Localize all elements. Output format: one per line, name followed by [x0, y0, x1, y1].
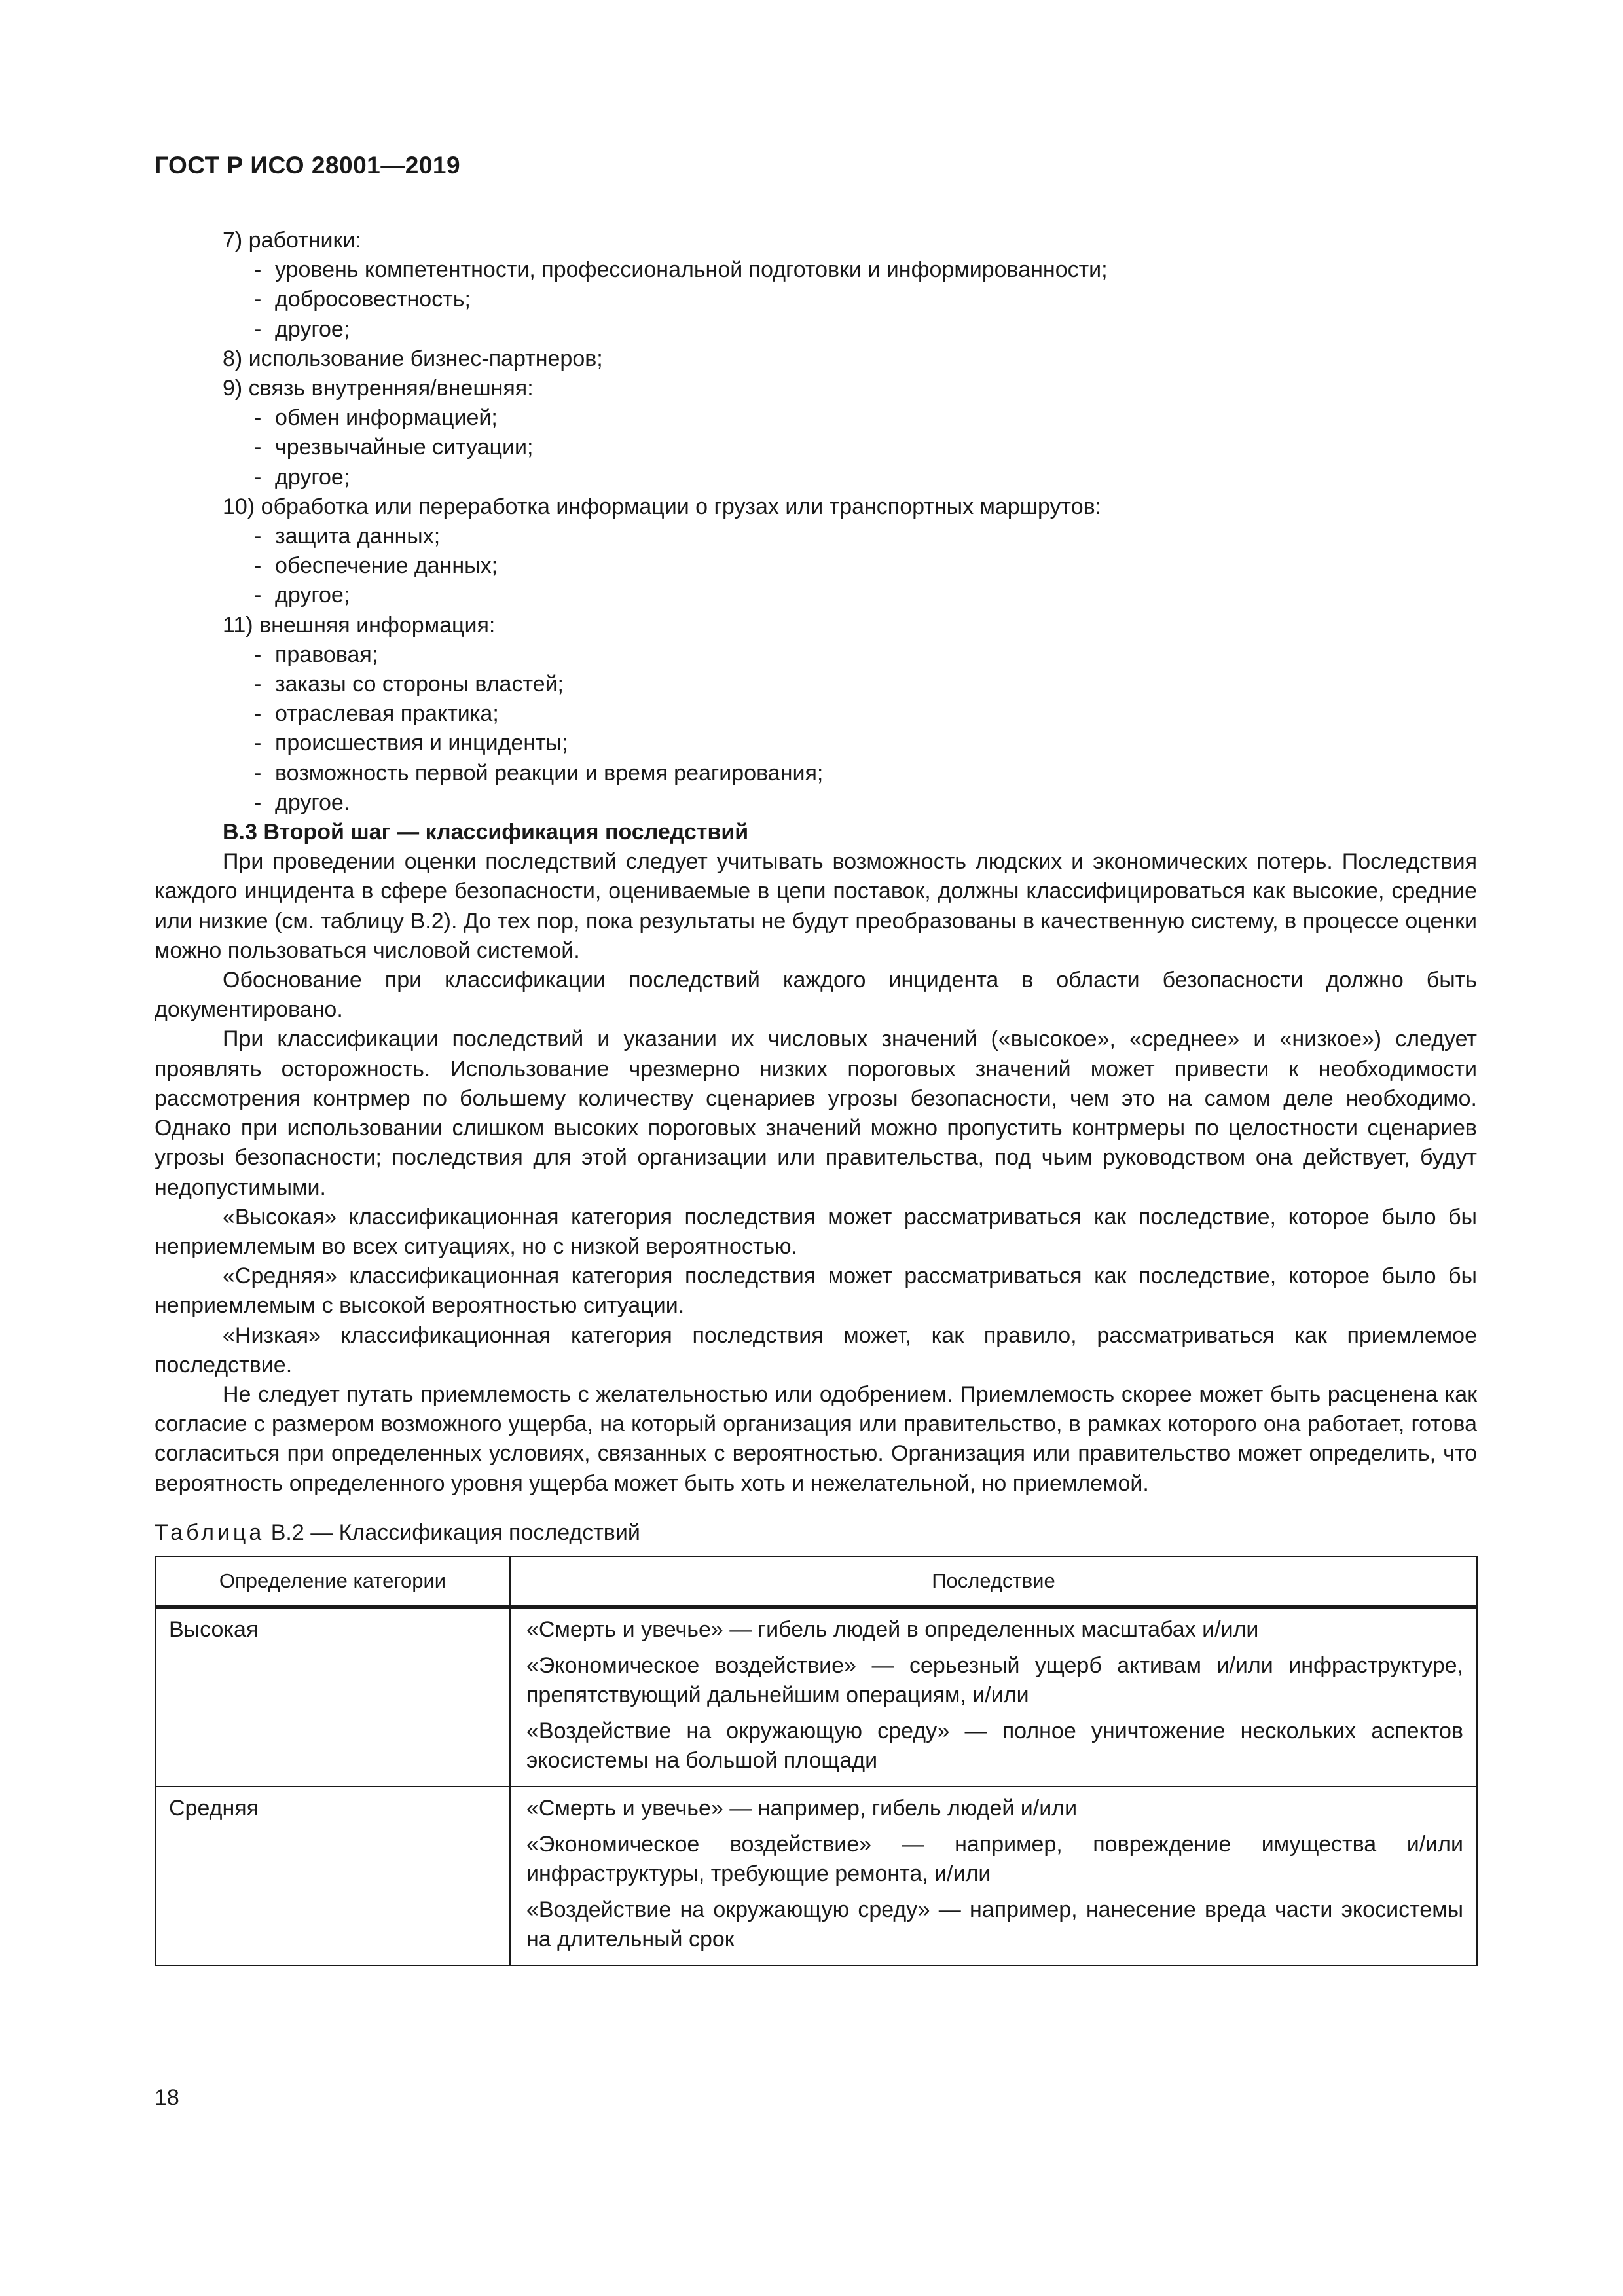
- table-row: [155, 1607, 1477, 1787]
- dash-marker: -: [254, 672, 262, 697]
- list-item: 11) внешняя информация:: [223, 612, 496, 638]
- list-subitem: [155, 255, 1477, 285]
- list-subitem: [155, 640, 1477, 670]
- list-subitem: [155, 699, 1477, 729]
- list-subitem-text: обмен информацией;: [275, 405, 498, 431]
- paragraph: «Высокая» классификационная категория последствия может рассматриваться как последствие, которое было бы неприемлемым во всех ситуациях, но с низкой вероятностью.: [155, 1204, 1477, 1259]
- dash-marker: -: [254, 642, 262, 667]
- dash-marker: -: [254, 553, 262, 579]
- dash-marker: -: [254, 790, 262, 815]
- paragraph: При проведении оценки последствий следует учитывать возможность людских и экономических потерь. Последствия каждого инцидента в сфере безопасности, оцениваемые в цепи поставок, должны классифицироваться как высокие, средние или низкие (см. таблицу В.2). До тех пор, пока результаты не будут преобразованы в качественную систему, в процессе оценки можно пользоваться числовой системой.: [155, 849, 1477, 963]
- list-subitem-text: возможность первой реакции и время реагирования;: [275, 760, 824, 786]
- list-subitem: [155, 551, 1477, 581]
- list-subitem-text: происшествия и инциденты;: [275, 731, 568, 756]
- list-subitem: [155, 670, 1477, 699]
- list-subitem-text: защита данных;: [275, 524, 441, 549]
- consequence-item: «Экономическое воздействие» — серьезный ущерб активам и/или инфраструктуре, препятствующий дальнейшим операциям, и/или: [526, 1652, 1463, 1707]
- section-body: [155, 847, 1477, 1498]
- table-caption-title: В.2 — Классификация последствий: [264, 1520, 640, 1545]
- category-cell: Высокая: [155, 1607, 510, 1787]
- dash-marker: -: [254, 524, 262, 549]
- list-subitem: [155, 433, 1477, 462]
- consequence-item: «Воздействие на окружающую среду» — полное уничтожение нескольких аспектов экосистемы на большой площади: [526, 1718, 1463, 1773]
- list-subitem-text: заказы со стороны властей;: [275, 672, 564, 697]
- enumerated-list: [155, 226, 1477, 818]
- consequence-cell: [510, 1607, 1477, 1787]
- consequence-item: «Смерть и увечье» — например, гибель людей и/или: [526, 1795, 1078, 1821]
- list-subitem: [155, 403, 1477, 433]
- list-item: 8) использование бизнес-партнеров;: [223, 346, 603, 371]
- paragraph: При классификации последствий и указании их числовых значений («высокое», «среднее» и «низкое») следует проявлять осторожность. Использование чрезмерно низких пороговых значений может привести к необходимости рассмотрения контрмер по большему количеству сценариев угрозы безопасности, чем это на самом деле необходимо. Однако при использовании слишком высоких пороговых значений можно пропустить контрмеры по целостности сценариев угрозы безопасности; последствия для этой организации или правительства, под чьим руководством она действует, будут недопустимыми.: [155, 1027, 1477, 1200]
- list-subitem-text: добросовестность;: [275, 287, 471, 312]
- paragraph: «Низкая» классификационная категория последствия может, как правило, рассматриваться как приемлемое последствие.: [155, 1322, 1477, 1377]
- column-header-consequence: Последствие: [510, 1556, 1477, 1607]
- paragraph: Обоснование при классификации последствий каждого инцидента в области безопасности должно быть документировано.: [155, 968, 1477, 1023]
- page-content: [155, 226, 1477, 1966]
- list-subitem-text: другое.: [275, 790, 350, 815]
- dash-marker: -: [254, 583, 262, 608]
- table-caption: [155, 1518, 1477, 1548]
- page-number: 18: [155, 2085, 179, 2110]
- category-cell: Средняя: [155, 1787, 510, 1965]
- list-subitem-text: отраслевая практика;: [275, 701, 499, 727]
- paragraph: Не следует путать приемлемость с желательностью или одобрением. Приемлемость скорее может быть расценена как согласие с размером возможного ущерба, на который организация или правительство, в рамках которого она работает, готова согласиться при определенных условиях, связанных с вероятностью. Организация или правительство может определить, что вероятность определенного уровня ущерба может быть хоть и нежелательной, но приемлемой.: [155, 1381, 1477, 1496]
- list-subitem: [155, 285, 1477, 314]
- list-subitem-text: обеспечение данных;: [275, 553, 498, 579]
- list-subitem: [155, 581, 1477, 610]
- list-subitem: [155, 729, 1477, 758]
- paragraph: «Средняя» классификационная категория последствия может рассматриваться как последствие, которое было бы неприемлемым с высокой вероятностью ситуации.: [155, 1264, 1477, 1319]
- consequence-cell: [510, 1787, 1477, 1965]
- dash-marker: -: [254, 701, 262, 727]
- table-header-row: [155, 1556, 1477, 1607]
- list-subitem-text: другое;: [275, 316, 350, 342]
- list-item: 7) работники:: [223, 228, 361, 253]
- consequence-item: «Смерть и увечье» — гибель людей в определенных масштабах и/или: [526, 1616, 1259, 1642]
- dash-marker: -: [254, 405, 262, 431]
- dash-marker: -: [254, 435, 262, 460]
- dash-marker: -: [254, 731, 262, 756]
- list-subitem-text: чрезвычайные ситуации;: [275, 435, 534, 460]
- table-caption-prefix: Таблица: [155, 1520, 265, 1545]
- section-heading: B.3 Второй шаг — классификация последствий: [223, 820, 749, 845]
- list-subitem: [155, 315, 1477, 344]
- dash-marker: -: [254, 287, 262, 312]
- dash-marker: -: [254, 760, 262, 786]
- list-subitem-text: правовая;: [275, 642, 378, 667]
- consequence-item: «Воздействие на окружающую среду» — например, нанесение вреда части экосистемы на длительный срок: [526, 1897, 1463, 1952]
- list-subitem: [155, 463, 1477, 492]
- dash-marker: -: [254, 464, 262, 490]
- list-item: 10) обработка или переработка информации о грузах или транспортных маршрутов:: [223, 494, 1102, 519]
- standard-header: ГОСТ Р ИСО 28001—2019: [155, 152, 461, 179]
- column-header-category: Определение категории: [155, 1556, 510, 1607]
- consequence-item: «Экономическое воздействие» — например, повреждение имущества и/или инфраструктуры, требующие ремонта, и/или: [526, 1831, 1463, 1886]
- list-item: 9) связь внутренняя/внешняя:: [223, 376, 534, 401]
- dash-marker: -: [254, 316, 262, 342]
- table-row: [155, 1787, 1477, 1965]
- list-subitem-text: другое;: [275, 583, 350, 608]
- list-subitem: [155, 788, 1477, 818]
- dash-marker: -: [254, 257, 262, 283]
- table-body: [155, 1607, 1477, 1965]
- list-subitem: [155, 759, 1477, 788]
- list-subitem-text: уровень компетентности, профессиональной подготовки и информированности;: [275, 257, 1108, 283]
- list-subitem: [155, 522, 1477, 551]
- list-subitem-text: другое;: [275, 464, 350, 490]
- consequence-classification-table: [155, 1556, 1478, 1966]
